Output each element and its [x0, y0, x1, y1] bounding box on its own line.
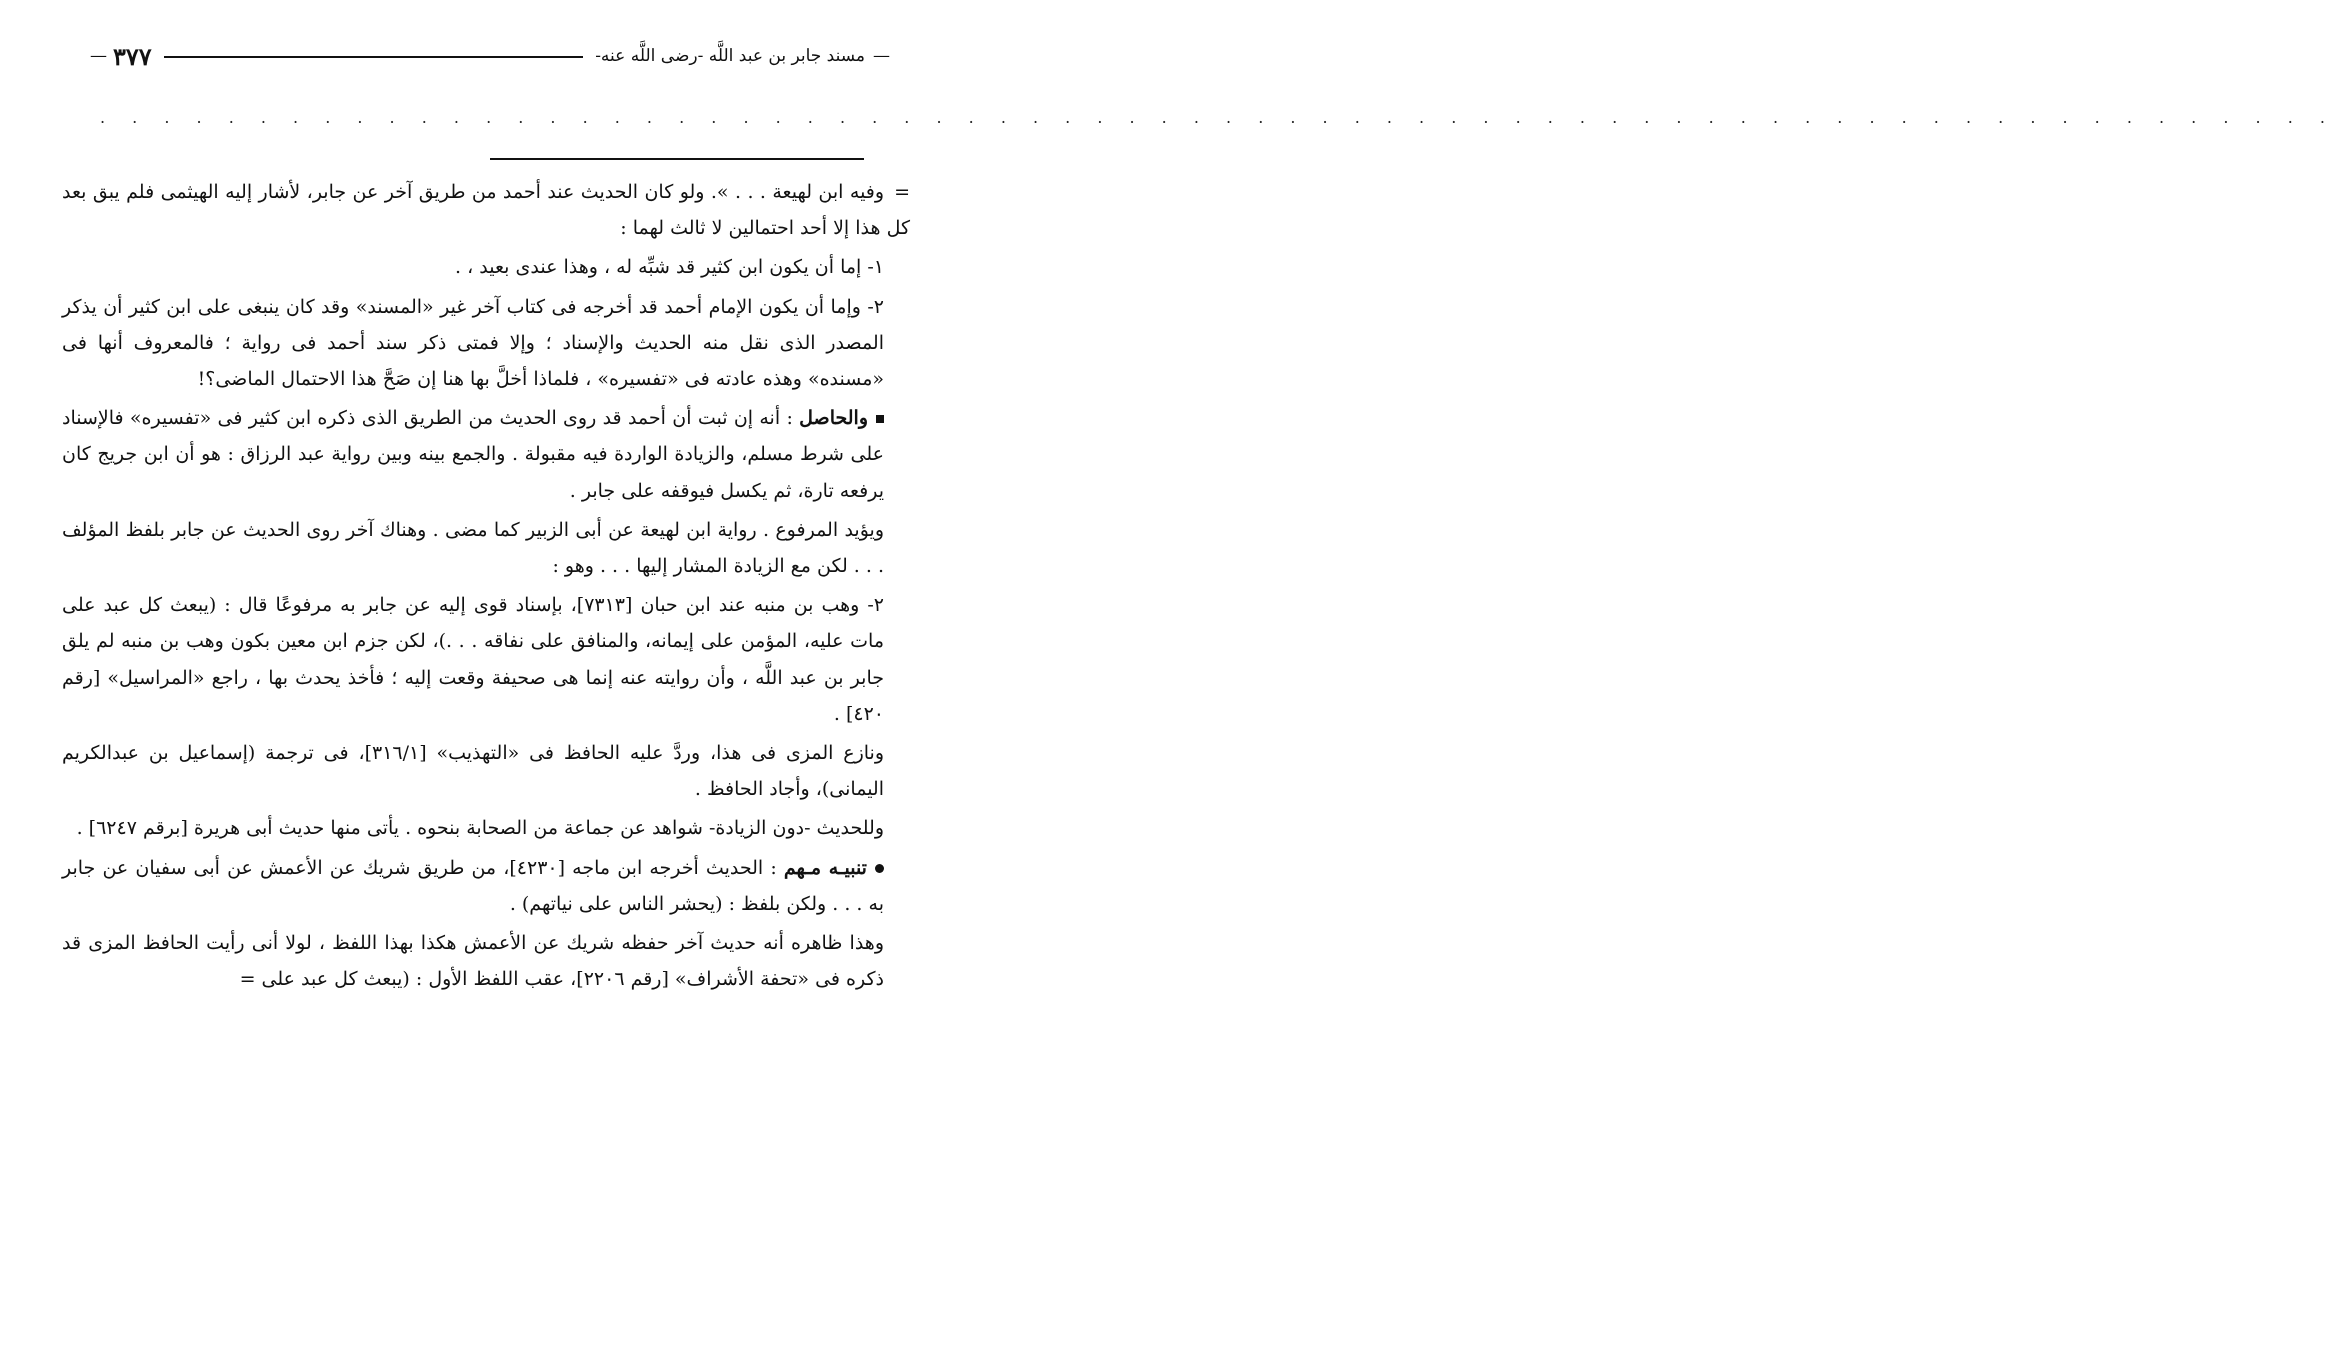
dot-bullet-icon: [875, 864, 884, 873]
paragraph-6: [62, 587, 910, 732]
header-dash: —: [873, 46, 890, 66]
header-rule: [164, 56, 584, 58]
paragraph-4: [62, 400, 910, 509]
paragraph-3: [62, 289, 910, 398]
page-number: ٣٧٧: [113, 41, 152, 71]
bold-lead: تنبيـه مـهم: [783, 856, 867, 879]
paragraph-text: وهذا ظاهره أنه حديث آخر حفظه شريك عن الأعمش هكذا بهذا اللفظ ، لولا أنى رأيت الحافظ المزى قد ذكره فى «تحفة الأشراف» [رقم ٢٢٠٦]، عقب اللفظ الأول : (يبعث كل عبد على: [62, 932, 884, 991]
page-number-dash: —: [90, 46, 107, 66]
paragraph-text: ٢- وإما أن يكون الإمام أحمد قد أخرجه فى كتاب آخر غير «المسند» وقد كان ينبغى على ابن كثير أن يذكر المصدر الذى نقل منه الحديث والإسناد ؛ وإلا فمتى ذكر سند أحمد فى رواية ؛ فالمعروف أنها فى «مسنده» وهذه عادته فى «تفسيره» ، فلماذا أخلَّ بها هنا إن صَحَّ هذا الاحتمال الماضى؟!: [62, 295, 884, 391]
continuation-mark: =: [894, 181, 910, 203]
bold-lead: والحاصل: [799, 407, 868, 430]
paragraph-9: [62, 850, 910, 922]
square-bullet-icon: [876, 415, 884, 423]
running-header: [90, 36, 890, 76]
dotted-separator: . . . . . . . . . . . . . . . . . . . . . . . . . . . . . . . . . . . . . . . . . . . . . . . . . . . . . . . . . . . . . . . . . . . . . .: [100, 108, 2336, 127]
paragraph-text: : أنه إن ثبت أن أحمد قد روى الحديث من الطريق الذى ذكره ابن كثير فى «تفسيره» فالإسناد على شرط مسلم، والزيادة الواردة فيه مقبولة . والجمع بينه وبين رواية عبد الرزاق : هو أن ابن جريج كان يرفعه تارة، ثم يكسل فيوقفه على جابر .: [62, 407, 884, 502]
paragraph-text: : الحديث أخرجه ابن ماجه [٤٢٣٠]، من طريق شريك عن الأعمش عن أبى سفيان عن جابر به . . . ولكن بلفظ : (يحشر الناس على نياتهم) .: [62, 856, 884, 915]
continuation-mark: =: [239, 968, 256, 991]
paragraph-text: وفيه ابن لهيعة . . . ». ولو كان الحديث عند أحمد من طريق آخر عن جابر، لأشار إليه الهيثمى فلم يبق بعد كل هذا إلا أحد احتمالين لا ثالث لهما :: [62, 181, 910, 240]
paragraph-text: ويؤيد المرفوع . رواية ابن لهيعة عن أبى الزبير كما مضى . وهناك آخر روى الحديث عن جابر بلفظ المؤلف . . . لكن مع الزيادة المشار إليها . . . وهو :: [62, 518, 884, 578]
paragraph-text: وللحديث -دون الزيادة- شواهد عن جماعة من الصحابة بنحوه . يأتى منها حديث أبى هريرة [برقم ٦٢٤٧] .: [76, 817, 884, 840]
paragraph-text: ١- إما أن يكون ابن كثير قد شبِّه له ، وهذا عندى بعيد ، .: [455, 256, 884, 279]
header-title: مسند جابر بن عبد اللَّه -رضى اللَّه عنه-: [595, 46, 865, 66]
footnote-rule: [490, 158, 864, 160]
paragraph-2: [62, 249, 910, 285]
paragraph-7: [62, 735, 910, 807]
paragraph-text: ونازع المزى فى هذا، وردَّ عليه الحافظ فى «التهذيب» [٣١٦/١]، فى ترجمة (إسماعيل بن عبدالكريم اليمانى)، وأجاد الحافظ .: [62, 742, 884, 801]
paragraph-1: [62, 174, 910, 246]
paragraph-text: ٢- وهب بن منبه عند ابن حبان [٧٣١٣]، بإسناد قوى إليه عن جابر به مرفوعًا قال : (يبعث كل عبد على مات عليه، المؤمن على إيمانه، والمنافق على نفاقه . . .)، لكن جزم ابن معين بكون وهب بن منبه لم يلق جابر بن عبد اللَّه ، وأن روايته عنه إنما هى صحيفة وقعت إليه ؛ فأخذ يحدث بها ، راجع «المراسيل» [رقم ٤٢٠] .: [62, 594, 884, 725]
footnote-body: [62, 174, 910, 999]
paragraph-10: [62, 925, 910, 997]
paragraph-5: [62, 512, 910, 584]
paragraph-8: [62, 810, 910, 846]
